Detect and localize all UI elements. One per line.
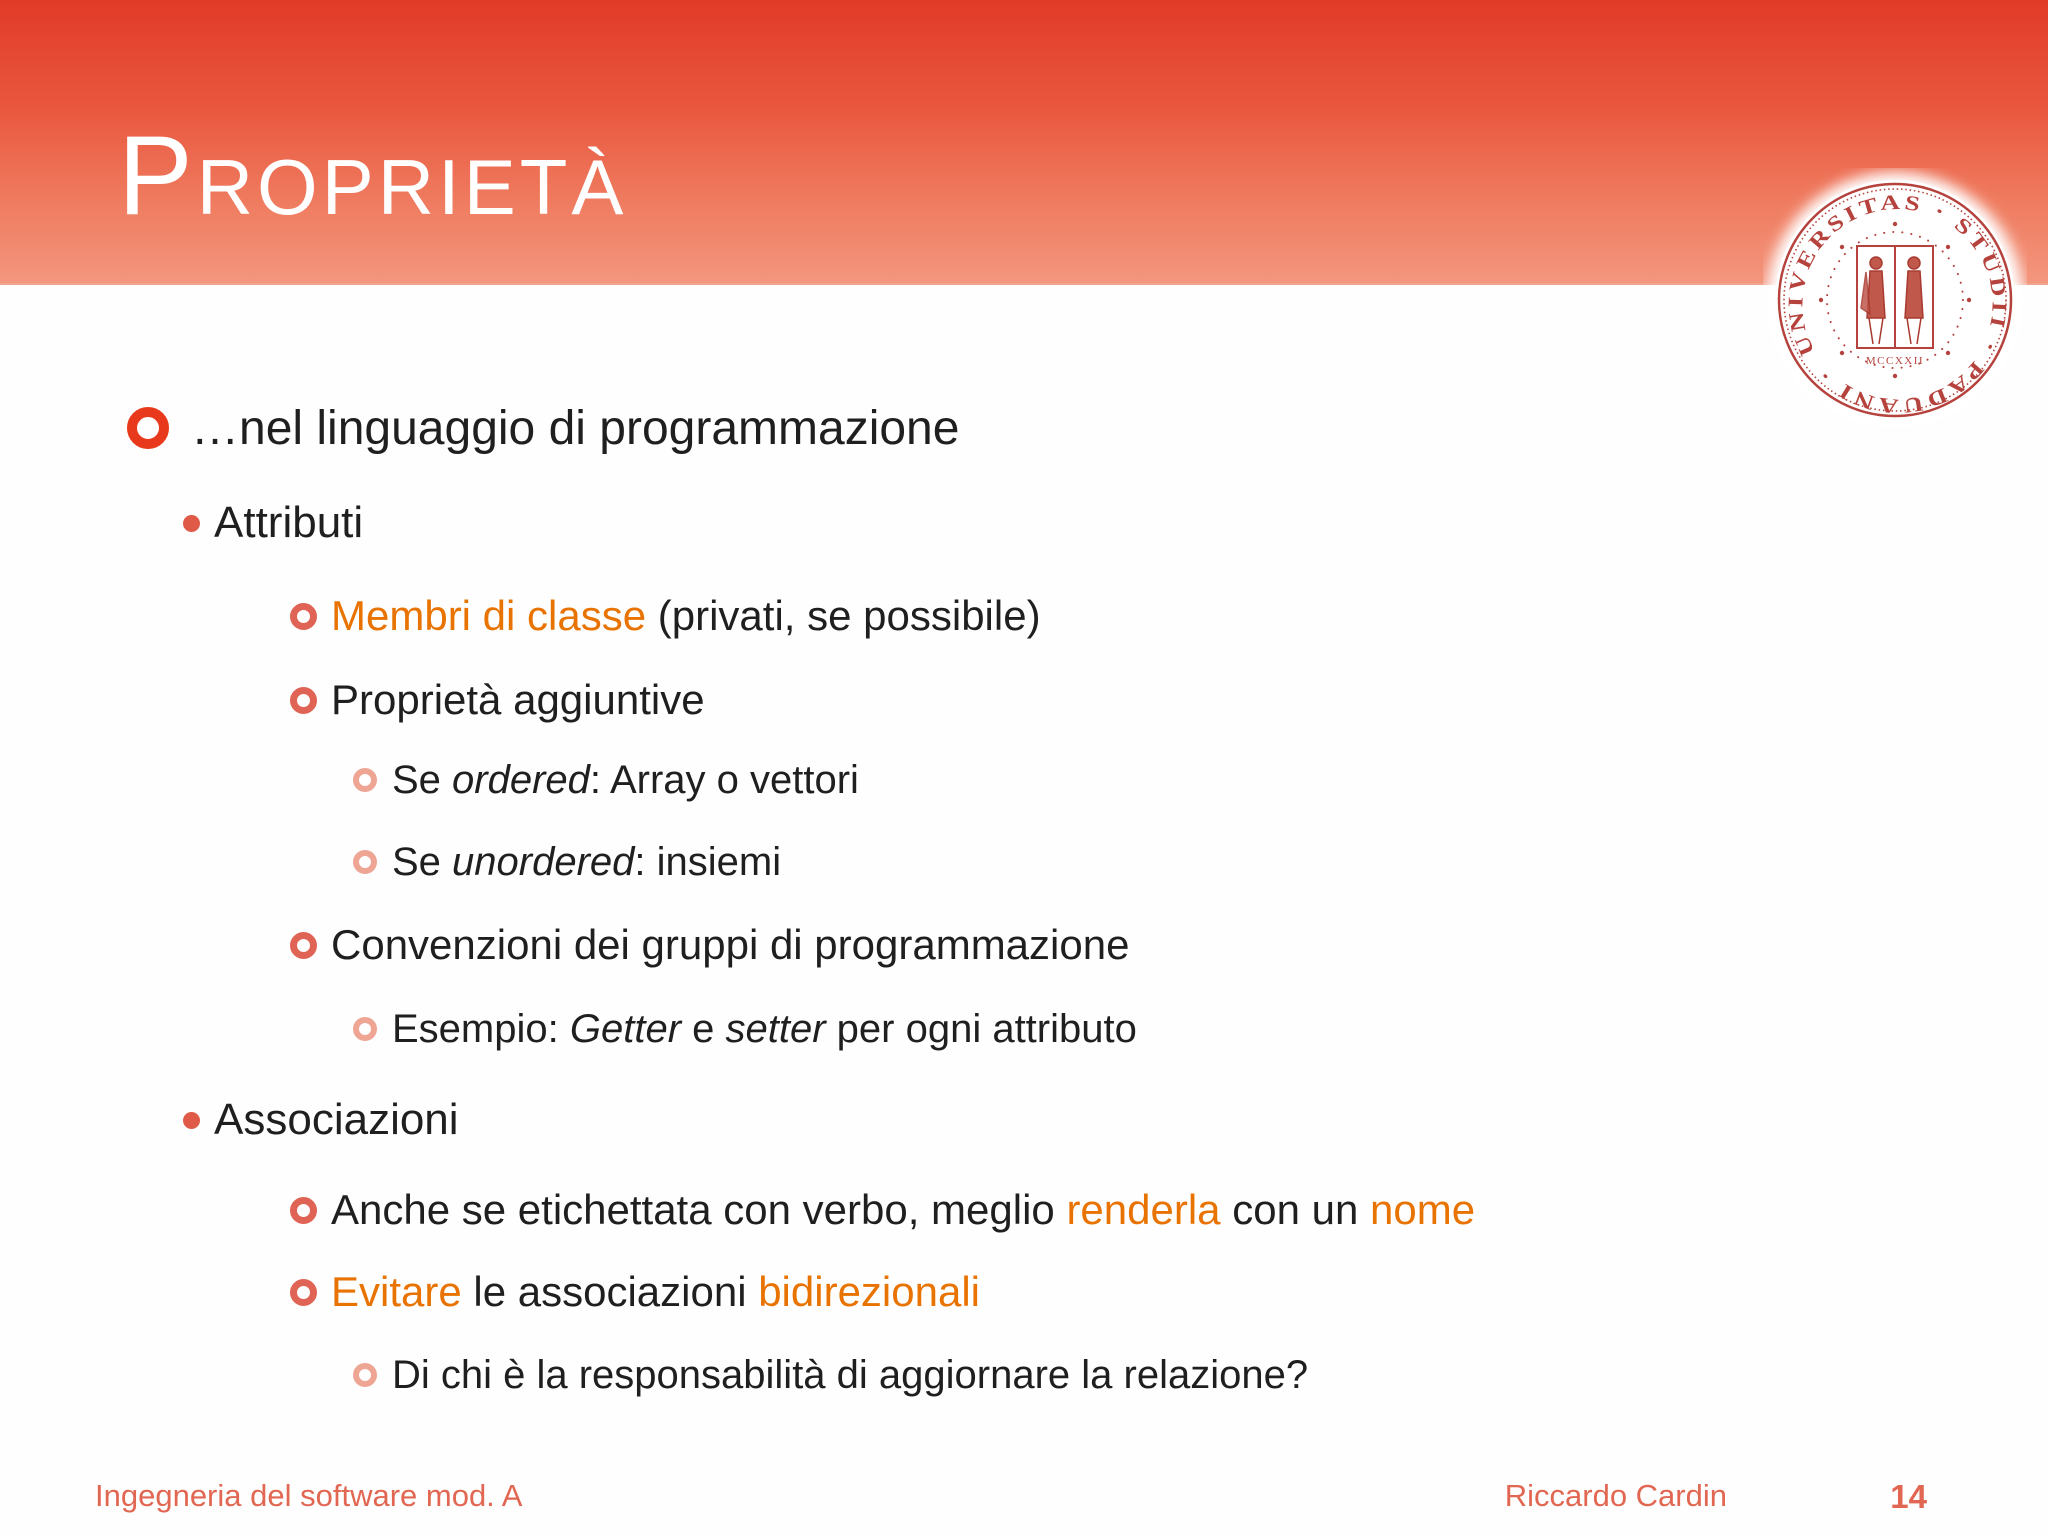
ring-bullet-icon	[353, 850, 377, 874]
bullet-text: Esempio: Getter e setter per ogni attributo	[392, 1006, 1137, 1051]
ring-bullet-icon	[290, 1197, 317, 1224]
svg-text:UNIVERSITAS · STUDII · PADUANI: UNIVERSITAS · STUDII · PADUANI ·	[1783, 189, 2012, 419]
bullet-text: Proprietà aggiuntive	[331, 676, 705, 723]
ring-bullet-icon	[290, 603, 317, 630]
bullet-item	[127, 396, 959, 460]
header-band	[0, 0, 2048, 285]
ring-bullet-icon	[290, 932, 317, 959]
bullet-text: Convenzioni dei gruppi di programmazione	[331, 921, 1130, 968]
bullet-item	[353, 1004, 1137, 1054]
bullet-item	[353, 755, 859, 805]
bullet-text: Di chi è la responsabilità di aggiornare la relazione?	[392, 1352, 1309, 1397]
bullet-item	[353, 1350, 1308, 1400]
bullet-item	[290, 1266, 980, 1318]
bullet-item	[290, 919, 1129, 971]
bullet-text: Evitare le associazioni bidirezionali	[331, 1268, 980, 1315]
bullet-text: Se ordered: Array o vettori	[392, 757, 859, 802]
seal-year: MCCXXII	[1865, 355, 1925, 367]
dot-bullet-icon	[183, 515, 200, 532]
ring-bullet-icon	[353, 1017, 377, 1041]
ring-bullet-icon	[353, 768, 377, 792]
ring-bullet-icon	[290, 687, 317, 714]
bullet-text: Attributi	[214, 498, 364, 547]
bullet-text: Anche se etichettata con verbo, meglio renderla con un nome	[331, 1186, 1476, 1233]
bullet-item	[290, 590, 1041, 642]
bullet-text: …nel linguaggio di programmazione	[191, 401, 960, 455]
bullet-item	[353, 837, 781, 887]
ring-bullet-icon	[127, 407, 169, 449]
university-of-padua-seal-icon	[1763, 168, 2027, 432]
bullet-item	[183, 1090, 459, 1150]
bullet-item	[290, 1184, 1475, 1236]
footer-page-number: 14	[1890, 1478, 1927, 1515]
bullet-text: Membri di classe (privati, se possibile)	[331, 592, 1041, 639]
footer-author: Riccardo Cardin	[1504, 1478, 1727, 1513]
bullet-item	[290, 674, 705, 726]
bullet-text: Associazioni	[214, 1095, 459, 1144]
bullet-text: Se unordered: insiemi	[392, 839, 782, 884]
footer-course: Ingegneria del software mod. A	[95, 1478, 523, 1513]
ring-bullet-icon	[290, 1279, 317, 1306]
slide-title: Proprietà	[118, 113, 628, 238]
bullet-item	[183, 493, 363, 553]
ring-bullet-icon	[353, 1363, 377, 1387]
dot-bullet-icon	[183, 1112, 200, 1129]
